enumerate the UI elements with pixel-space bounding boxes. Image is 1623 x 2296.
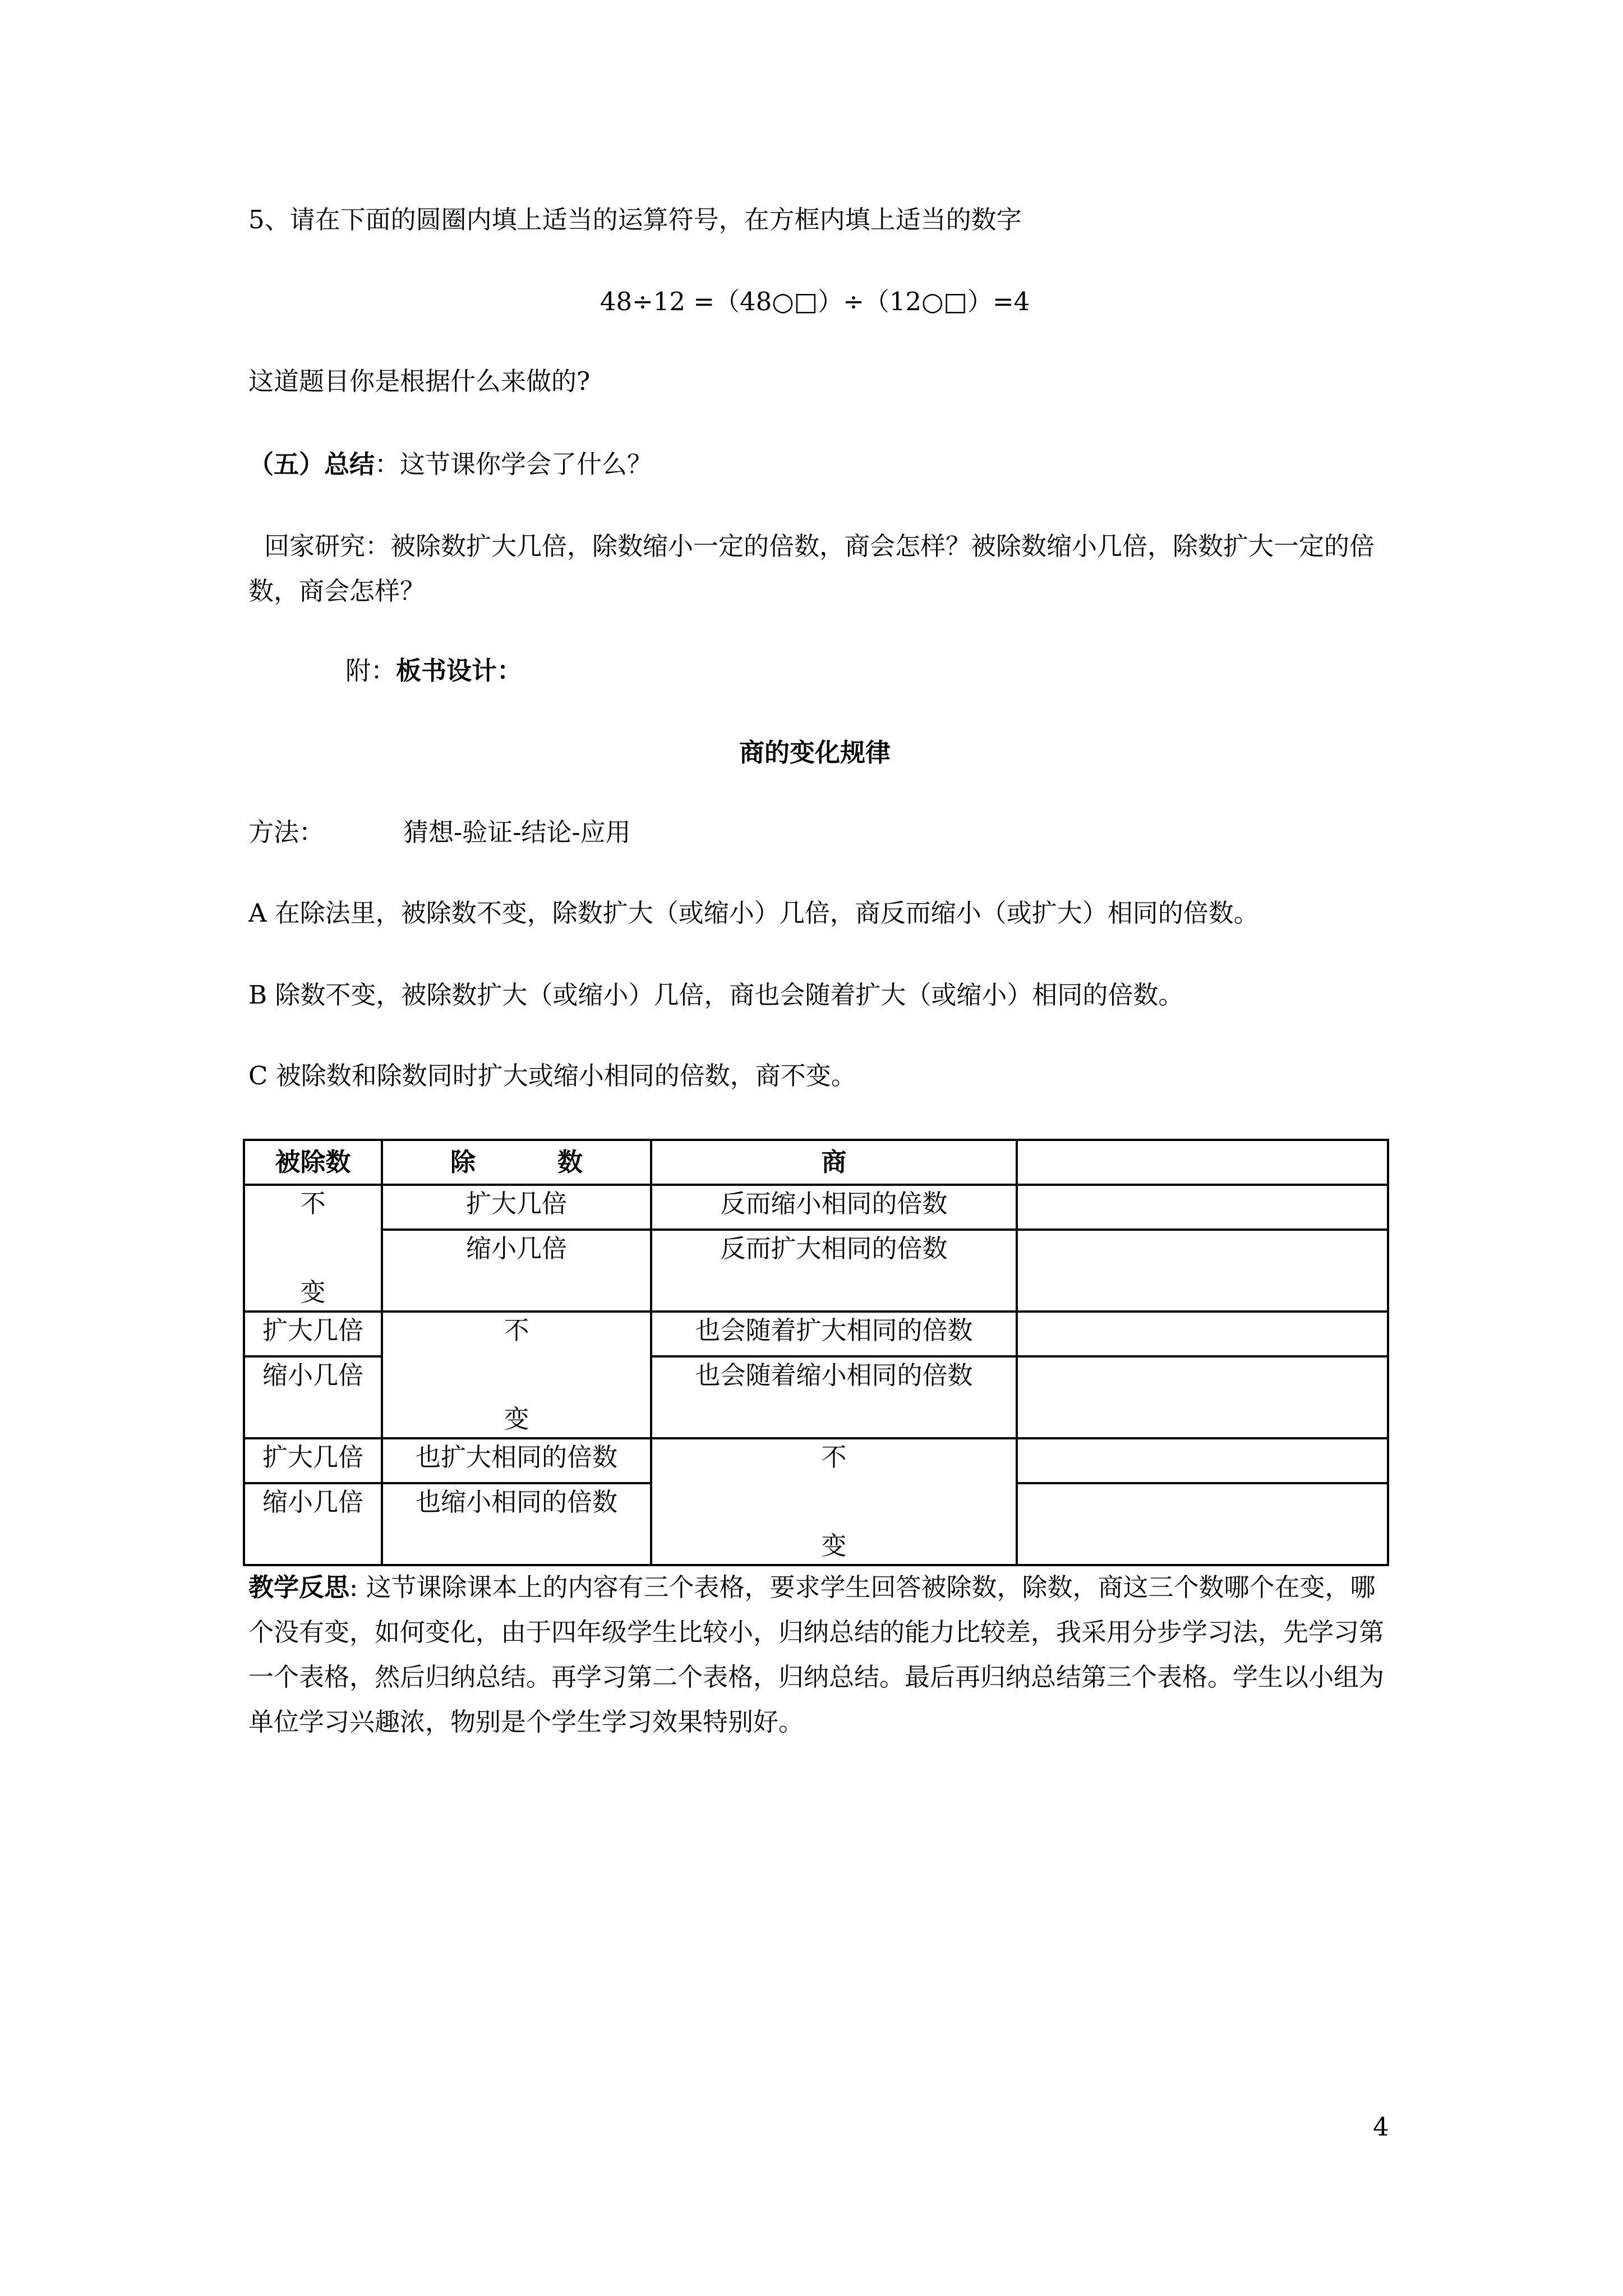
cell-blank <box>1017 1230 1388 1312</box>
header-divisor <box>382 1140 651 1185</box>
cell-quotient-r3: 也会随着扩大相同的倍数 <box>651 1312 1017 1356</box>
q5-prompt: 5、请在下面的圆圈内填上适当的运算符号，在方框内填上适当的数字 <box>248 205 1022 234</box>
cell-bian: 变 <box>821 1531 847 1561</box>
reflection-label: 教学反思 <box>248 1572 350 1602</box>
header-divisor-a: 除 <box>450 1147 476 1177</box>
cell-blank <box>1017 1356 1388 1438</box>
cell-dividend-shrink-2: 缩小几倍 <box>244 1483 382 1565</box>
cell-bu: 不 <box>821 1442 847 1472</box>
summary-text: ：这节课你学会了什么？ <box>375 449 653 479</box>
cell-bu: 不 <box>504 1315 529 1345</box>
cell-dividend-shrink: 缩小几倍 <box>244 1356 382 1438</box>
rule-a: A 在除法里，被除数不变，除数扩大（或缩小）几倍，商反而缩小（或扩大）相同的倍数。 <box>248 898 1259 928</box>
reflection-text: : 这节课除课本上的内容有三个表格，要求学生回答被除数，除数，商这三个数哪个在变，哪个没有变，如何变化，由于四年级学生比较小，归纳总结的能力比较差，我采用分步学习法，先学习第一个表格，然后归纳总结。再学习第二个表格，归纳总结。最后再归纳总结第三个表格。学生以小组为单位学习兴趣浓，物别是个学生学习效果特别好。 <box>248 1572 1385 1737</box>
table-row <box>244 1185 1388 1230</box>
table-row <box>244 1312 1388 1356</box>
table-row <box>244 1438 1388 1483</box>
header-blank <box>1017 1140 1388 1185</box>
homework-paragraph: 回家研究：被除数扩大几倍，除数缩小一定的倍数，商会怎样？被除数缩小几倍，除数扩大一定的倍数，商会怎样？ <box>248 531 1375 606</box>
cell-dividend-expand: 扩大几倍 <box>244 1312 382 1356</box>
cell-bian: 变 <box>504 1404 529 1434</box>
cell-blank <box>1017 1483 1388 1565</box>
reflection-paragraph <box>248 1565 1387 1745</box>
table-row <box>244 1230 1388 1312</box>
cell-blank <box>1017 1438 1388 1483</box>
cell-quotient-r1: 反而缩小相同的倍数 <box>651 1185 1017 1230</box>
cell-bu: 不 <box>300 1189 326 1218</box>
cell-divisor-r6: 也缩小相同的倍数 <box>382 1483 651 1565</box>
table-header-row <box>244 1140 1388 1185</box>
board-prefix: 附： <box>345 656 396 685</box>
page-number: 4 <box>1373 2112 1389 2142</box>
rule-b: B 除数不变，被除数扩大（或缩小）几倍，商也会随着扩大（或缩小）相同的倍数。 <box>248 980 1184 1010</box>
header-quotient: 商 <box>651 1140 1017 1185</box>
header-divisor-b: 数 <box>557 1147 583 1177</box>
cell-dividend-expand-2: 扩大几倍 <box>244 1438 382 1483</box>
cell-divisor-expand: 扩大几倍 <box>382 1185 651 1230</box>
header-dividend: 被除数 <box>244 1140 382 1185</box>
q5-equation: 48÷12 =（48○□）÷（12○□）=4 <box>600 287 1030 316</box>
cell-quotient-unchanged <box>651 1438 1017 1565</box>
cell-blank <box>1017 1185 1388 1230</box>
board-heading <box>345 654 522 688</box>
board-label: 板书设计： <box>396 656 523 685</box>
cell-bian: 变 <box>300 1277 326 1307</box>
cell-dividend-unchanged <box>244 1185 382 1312</box>
q5-followup: 这道题目你是根据什么来做的? <box>248 366 591 396</box>
cell-quotient-r4: 也会随着缩小相同的倍数 <box>651 1356 1017 1438</box>
cell-divisor-shrink: 缩小几倍 <box>382 1230 651 1312</box>
cell-divisor-r5: 也扩大相同的倍数 <box>382 1438 651 1483</box>
cell-divisor-unchanged <box>382 1312 651 1438</box>
method-value: 猜想-验证-结论-应用 <box>403 817 631 847</box>
summary-line <box>248 448 652 481</box>
cell-quotient-r2: 反而扩大相同的倍数 <box>651 1230 1017 1312</box>
rule-c: C 被除数和除数同时扩大或缩小相同的倍数，商不变。 <box>248 1061 856 1091</box>
summary-label: （五）总结 <box>248 449 375 479</box>
board-title: 商的变化规律 <box>739 738 891 767</box>
method-label: 方法： <box>248 817 325 847</box>
quotient-rules-table <box>243 1139 1389 1566</box>
cell-blank <box>1017 1312 1388 1356</box>
